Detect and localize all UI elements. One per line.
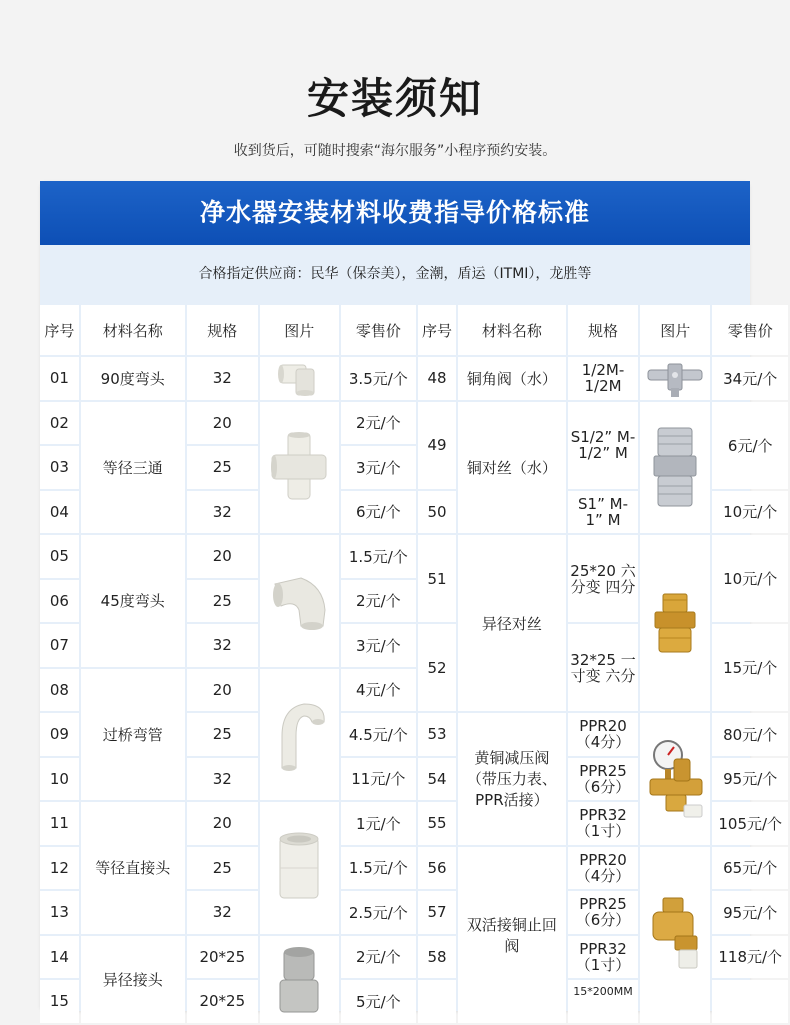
- material-name: 等径三通: [81, 402, 185, 534]
- row-spec-right: 1/2M-1/2M: [568, 357, 638, 400]
- row-spec-right: PPR32 （1寸）: [568, 802, 638, 845]
- col-name-left: 材料名称: [81, 305, 185, 355]
- row-price-right: 65元/个: [712, 847, 788, 890]
- col-spec-left: 规格: [187, 305, 258, 355]
- row-no: 10: [40, 758, 79, 801]
- price-table: [38, 303, 790, 1025]
- material-name-right: 异径对丝: [458, 535, 566, 711]
- reducer-nipple-icon: [640, 535, 710, 711]
- row-price-right: 6元/个: [712, 402, 788, 489]
- material-name-right: 黄铜减压阀（带压力表、PPR活接）: [458, 713, 566, 845]
- row-price: 3.5元/个: [341, 357, 417, 400]
- row-price: 1.5元/个: [341, 847, 417, 890]
- col-price-left: 零售价: [341, 305, 417, 355]
- row-spec-right: 15*200MM: [568, 980, 638, 1023]
- row-no-right: [418, 980, 456, 1023]
- row-spec: 20*25: [187, 936, 258, 979]
- row-spec-right: PPR32 （1寸）: [568, 936, 638, 979]
- row-spec: 25: [187, 713, 258, 756]
- row-price: 2元/个: [341, 580, 417, 623]
- row-no-right: 48: [418, 357, 456, 400]
- row-price: 2元/个: [341, 402, 417, 445]
- row-no: 15: [40, 980, 79, 1023]
- row-no: 08: [40, 669, 79, 712]
- row-no-right: 49: [418, 402, 456, 489]
- material-name: 90度弯头: [81, 357, 185, 400]
- row-price: 2元/个: [341, 936, 417, 979]
- row-no: 04: [40, 491, 79, 534]
- row-price-right: 80元/个: [712, 713, 788, 756]
- row-price-right: 95元/个: [712, 758, 788, 801]
- row-price-right: 15元/个: [712, 624, 788, 711]
- check-valve-icon: [640, 847, 710, 1023]
- row-no: 11: [40, 802, 79, 845]
- row-spec: 25: [187, 580, 258, 623]
- table-row: [40, 357, 788, 400]
- col-no-right: 序号: [418, 305, 456, 355]
- row-price-right: 118元/个: [712, 936, 788, 979]
- row-no-right: 52: [418, 624, 456, 711]
- row-no-right: 53: [418, 713, 456, 756]
- col-name-right: 材料名称: [458, 305, 566, 355]
- row-no: 09: [40, 713, 79, 756]
- row-spec-right: 32*25 一寸变 六分: [568, 624, 638, 711]
- price-card: [40, 181, 783, 1011]
- elbow-fitting-icon: [260, 357, 339, 400]
- row-spec-right: PPR25 （6分）: [568, 891, 638, 934]
- row-no: 01: [40, 357, 79, 400]
- row-no: 13: [40, 891, 79, 934]
- row-spec: 32: [187, 891, 258, 934]
- col-image-left: 图片: [260, 305, 339, 355]
- row-no-right: 58: [418, 936, 456, 979]
- row-no-right: 55: [418, 802, 456, 845]
- pressure-reducing-valve-icon: [640, 713, 710, 845]
- row-no-right: 54: [418, 758, 456, 801]
- material-name: 等径直接头: [81, 802, 185, 934]
- row-price-right: [712, 980, 788, 1023]
- row-spec: 20: [187, 669, 258, 712]
- elbow-45-fitting-icon: [260, 535, 339, 667]
- row-price: 1.5元/个: [341, 535, 417, 578]
- row-no: 14: [40, 936, 79, 979]
- row-price: 3元/个: [341, 446, 417, 489]
- row-spec: 25: [187, 446, 258, 489]
- table-row: [40, 535, 788, 578]
- row-spec: 20*25: [187, 980, 258, 1023]
- row-spec: 20: [187, 802, 258, 845]
- angle-valve-icon: [640, 357, 710, 400]
- col-spec-right: 规格: [568, 305, 638, 355]
- row-spec: 20: [187, 402, 258, 445]
- row-price: 11元/个: [341, 758, 417, 801]
- row-price-right: 34元/个: [712, 357, 788, 400]
- row-no-right: 56: [418, 847, 456, 890]
- row-spec-right: PPR20 （4分）: [568, 713, 638, 756]
- material-name: 过桥弯管: [81, 669, 185, 801]
- row-no-right: 50: [418, 491, 456, 534]
- row-no: 06: [40, 580, 79, 623]
- row-price: 2.5元/个: [341, 891, 417, 934]
- row-spec-right: PPR25 （6分）: [568, 758, 638, 801]
- row-spec-right: 25*20 六分变 四分: [568, 535, 638, 622]
- page-title: 安装须知: [306, 74, 483, 123]
- material-name-right: 铜对丝（水）: [458, 402, 566, 534]
- row-no: 02: [40, 402, 79, 445]
- col-image-right: 图片: [640, 305, 710, 355]
- material-name: 45度弯头: [81, 535, 185, 667]
- row-no: 07: [40, 624, 79, 667]
- row-spec: 32: [187, 491, 258, 534]
- bridge-bend-icon: [260, 669, 339, 801]
- row-no: 05: [40, 535, 79, 578]
- row-spec: 32: [187, 758, 258, 801]
- page-subtitle: 收到货后，可随时搜索“海尔服务”小程序预约安装。: [233, 143, 557, 159]
- price-table-wrapper: [40, 303, 783, 1025]
- row-price: 3元/个: [341, 624, 417, 667]
- row-price: 4元/个: [341, 669, 417, 712]
- row-spec-right: S1/2” M-1/2” M: [568, 402, 638, 489]
- row-no-right: 57: [418, 891, 456, 934]
- row-no: 12: [40, 847, 79, 890]
- row-price-right: 105元/个: [712, 802, 788, 845]
- row-price-right: 95元/个: [712, 891, 788, 934]
- straight-coupling-icon: [260, 802, 339, 934]
- card-banner: 净水器安装材料收费指导价格标准: [40, 181, 750, 245]
- row-price: 5元/个: [341, 980, 417, 1023]
- col-price-right: 零售价: [712, 305, 788, 355]
- col-no-left: 序号: [40, 305, 79, 355]
- row-spec-right: S1” M-1” M: [568, 491, 638, 534]
- row-spec: 32: [187, 624, 258, 667]
- supplier-line: 合格指定供应商：民华（保奈美），金潮，盾运（ITMI），龙胜等: [198, 266, 592, 282]
- material-name: 异径接头: [81, 936, 185, 1023]
- header-row: [40, 305, 788, 355]
- tee-fitting-icon: [260, 402, 339, 534]
- row-price-right: 10元/个: [712, 491, 788, 534]
- row-spec-right: PPR20 （4分）: [568, 847, 638, 890]
- row-no: 03: [40, 446, 79, 489]
- row-spec: 32: [187, 357, 258, 400]
- row-price-right: 10元/个: [712, 535, 788, 622]
- row-price: 6元/个: [341, 491, 417, 534]
- material-name-right: 双活接铜止回阀: [458, 847, 566, 1023]
- brass-nipple-icon: [640, 402, 710, 534]
- table-row: [40, 402, 788, 445]
- reducer-coupling-icon: [260, 936, 339, 1023]
- row-spec: 25: [187, 847, 258, 890]
- material-name-right: 铜角阀（水）: [458, 357, 566, 400]
- row-spec: 20: [187, 535, 258, 578]
- row-price: 1元/个: [341, 802, 417, 845]
- row-price: 4.5元/个: [341, 713, 417, 756]
- row-no-right: 51: [418, 535, 456, 622]
